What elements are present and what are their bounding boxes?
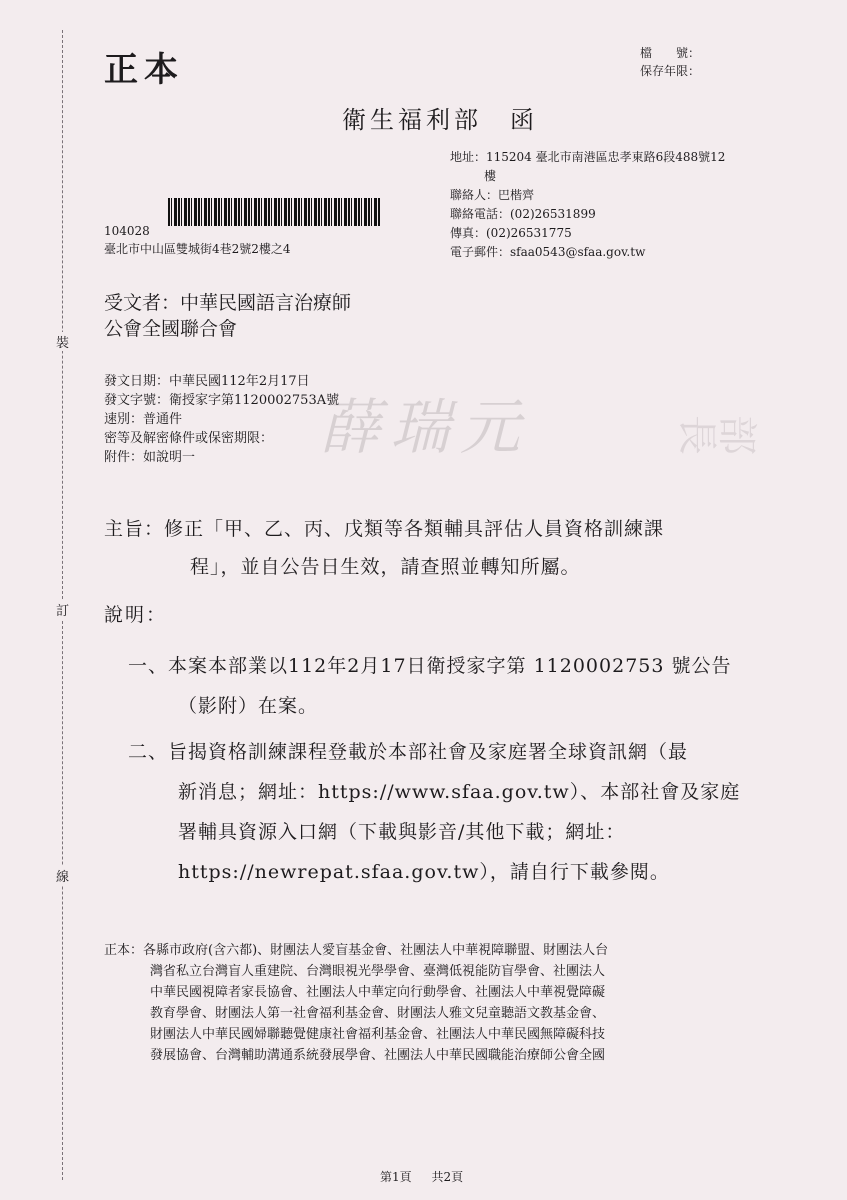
secrecy-level: 密等及解密條件或保密期限： xyxy=(104,431,274,446)
document-title: 衛生福利部 函 xyxy=(342,106,538,134)
attachment: 附件：如說明一 xyxy=(104,450,196,465)
page-total: 共2頁 xyxy=(431,1170,464,1184)
contact-fax: 傳真：(02)26531775 xyxy=(450,226,572,240)
sender-address-cont: 樓 xyxy=(484,169,497,183)
subject xyxy=(104,510,664,586)
sender-address: 地址：115204 臺北市南港區忠孝東路6段488號12 xyxy=(450,150,726,164)
binding-mark-middle: 訂 xyxy=(56,600,69,619)
explanation-item-1 xyxy=(128,646,732,726)
archive-info xyxy=(640,44,700,80)
item-1-line-2: （影附）在案。 xyxy=(178,695,319,717)
distribution-list xyxy=(104,940,764,1066)
copies-line-1: 正本：各縣市政府(含六都)、財團法人愛盲基金會、社團法人中華視障聯盟、財團法人台 xyxy=(104,943,609,958)
signature-title: 部長 xyxy=(678,408,759,455)
item-2-line-2: 新消息；網址：https://www.sfaa.gov.tw）、本部社會及家庭 xyxy=(178,781,741,803)
copies-line-3: 中華民國視障者家長協會、社團法人中華定向行動學會、社團法人中華視覺障礙 xyxy=(150,985,606,1000)
recipient: 受文者：中華民國語言治療師公會全國聯合會 xyxy=(104,292,352,340)
issue-number: 發文字號：衛授家字第1120002753A號 xyxy=(104,393,340,408)
item-2-line-3: 署輔具資源入口網（下載與影音/其他下載；網址： xyxy=(178,821,626,843)
mailing-address: 臺北市中山區雙城街4巷2號2樓之4 xyxy=(104,242,291,256)
retention-period: 保存年限： xyxy=(640,64,701,78)
issue-date: 發文日期：中華民國112年2月17日 xyxy=(104,374,310,389)
subject-line-2: 程」，並自公告日生效，請查照並轉知所屬。 xyxy=(190,556,581,578)
contact-person: 聯絡人：巴楷齊 xyxy=(450,188,535,202)
item-1-line-1: 一、本案本部業以112年2月17日衛授家字第 1120002753 號公告 xyxy=(128,655,732,677)
document-meta xyxy=(104,372,339,467)
contact-phone: 聯絡電話：(02)26531899 xyxy=(450,207,596,221)
page-current: 第1頁 xyxy=(380,1170,412,1184)
postal-code: 104028 xyxy=(104,224,150,238)
explanation-label: 說明： xyxy=(104,604,168,626)
binding-mark-bottom: 線 xyxy=(56,866,69,885)
copies-line-6: 發展協會、台灣輔助溝通系統發展學會、社團法人中華民國職能治療師公會全國 xyxy=(150,1048,606,1063)
delivery-speed: 速別：普通件 xyxy=(104,412,183,427)
page-indicator xyxy=(372,1168,471,1185)
item-2-line-4: https://newrepat.sfaa.gov.tw），請自行下載參閱。 xyxy=(178,861,670,883)
item-2-line-1: 二、旨揭資格訓練課程登載於本部社會及家庭署全球資訊網（最 xyxy=(128,741,689,763)
copies-line-5: 財團法人中華民國婦聯聽覺健康社會福利基金會、社團法人中華民國無障礙科技 xyxy=(150,1027,606,1042)
copies-line-2: 灣省私立台灣盲人重建院、台灣眼視光學學會、臺灣低視能防盲學會、社團法人 xyxy=(150,964,606,979)
archive-number: 檔 號： xyxy=(640,46,701,60)
contact-email: 電子郵件：sfaa0543@sfaa.gov.tw xyxy=(450,245,646,259)
copies-line-4: 教育學會、財團法人第一社會福利基金會、財團法人雅文兒童聽語文教基金會、 xyxy=(150,1006,606,1021)
explanation-item-2 xyxy=(128,732,740,892)
original-copy-mark: 正本 xyxy=(104,50,184,90)
sender-info xyxy=(450,148,725,262)
binding-mark-top: 裝 xyxy=(56,332,69,351)
subject-line-1: 主旨：修正「甲、乙、丙、戊類等各類輔具評估人員資格訓練課 xyxy=(104,518,665,540)
mailing-block xyxy=(104,222,291,258)
signature-stamp: 薛瑞元 xyxy=(320,393,530,463)
